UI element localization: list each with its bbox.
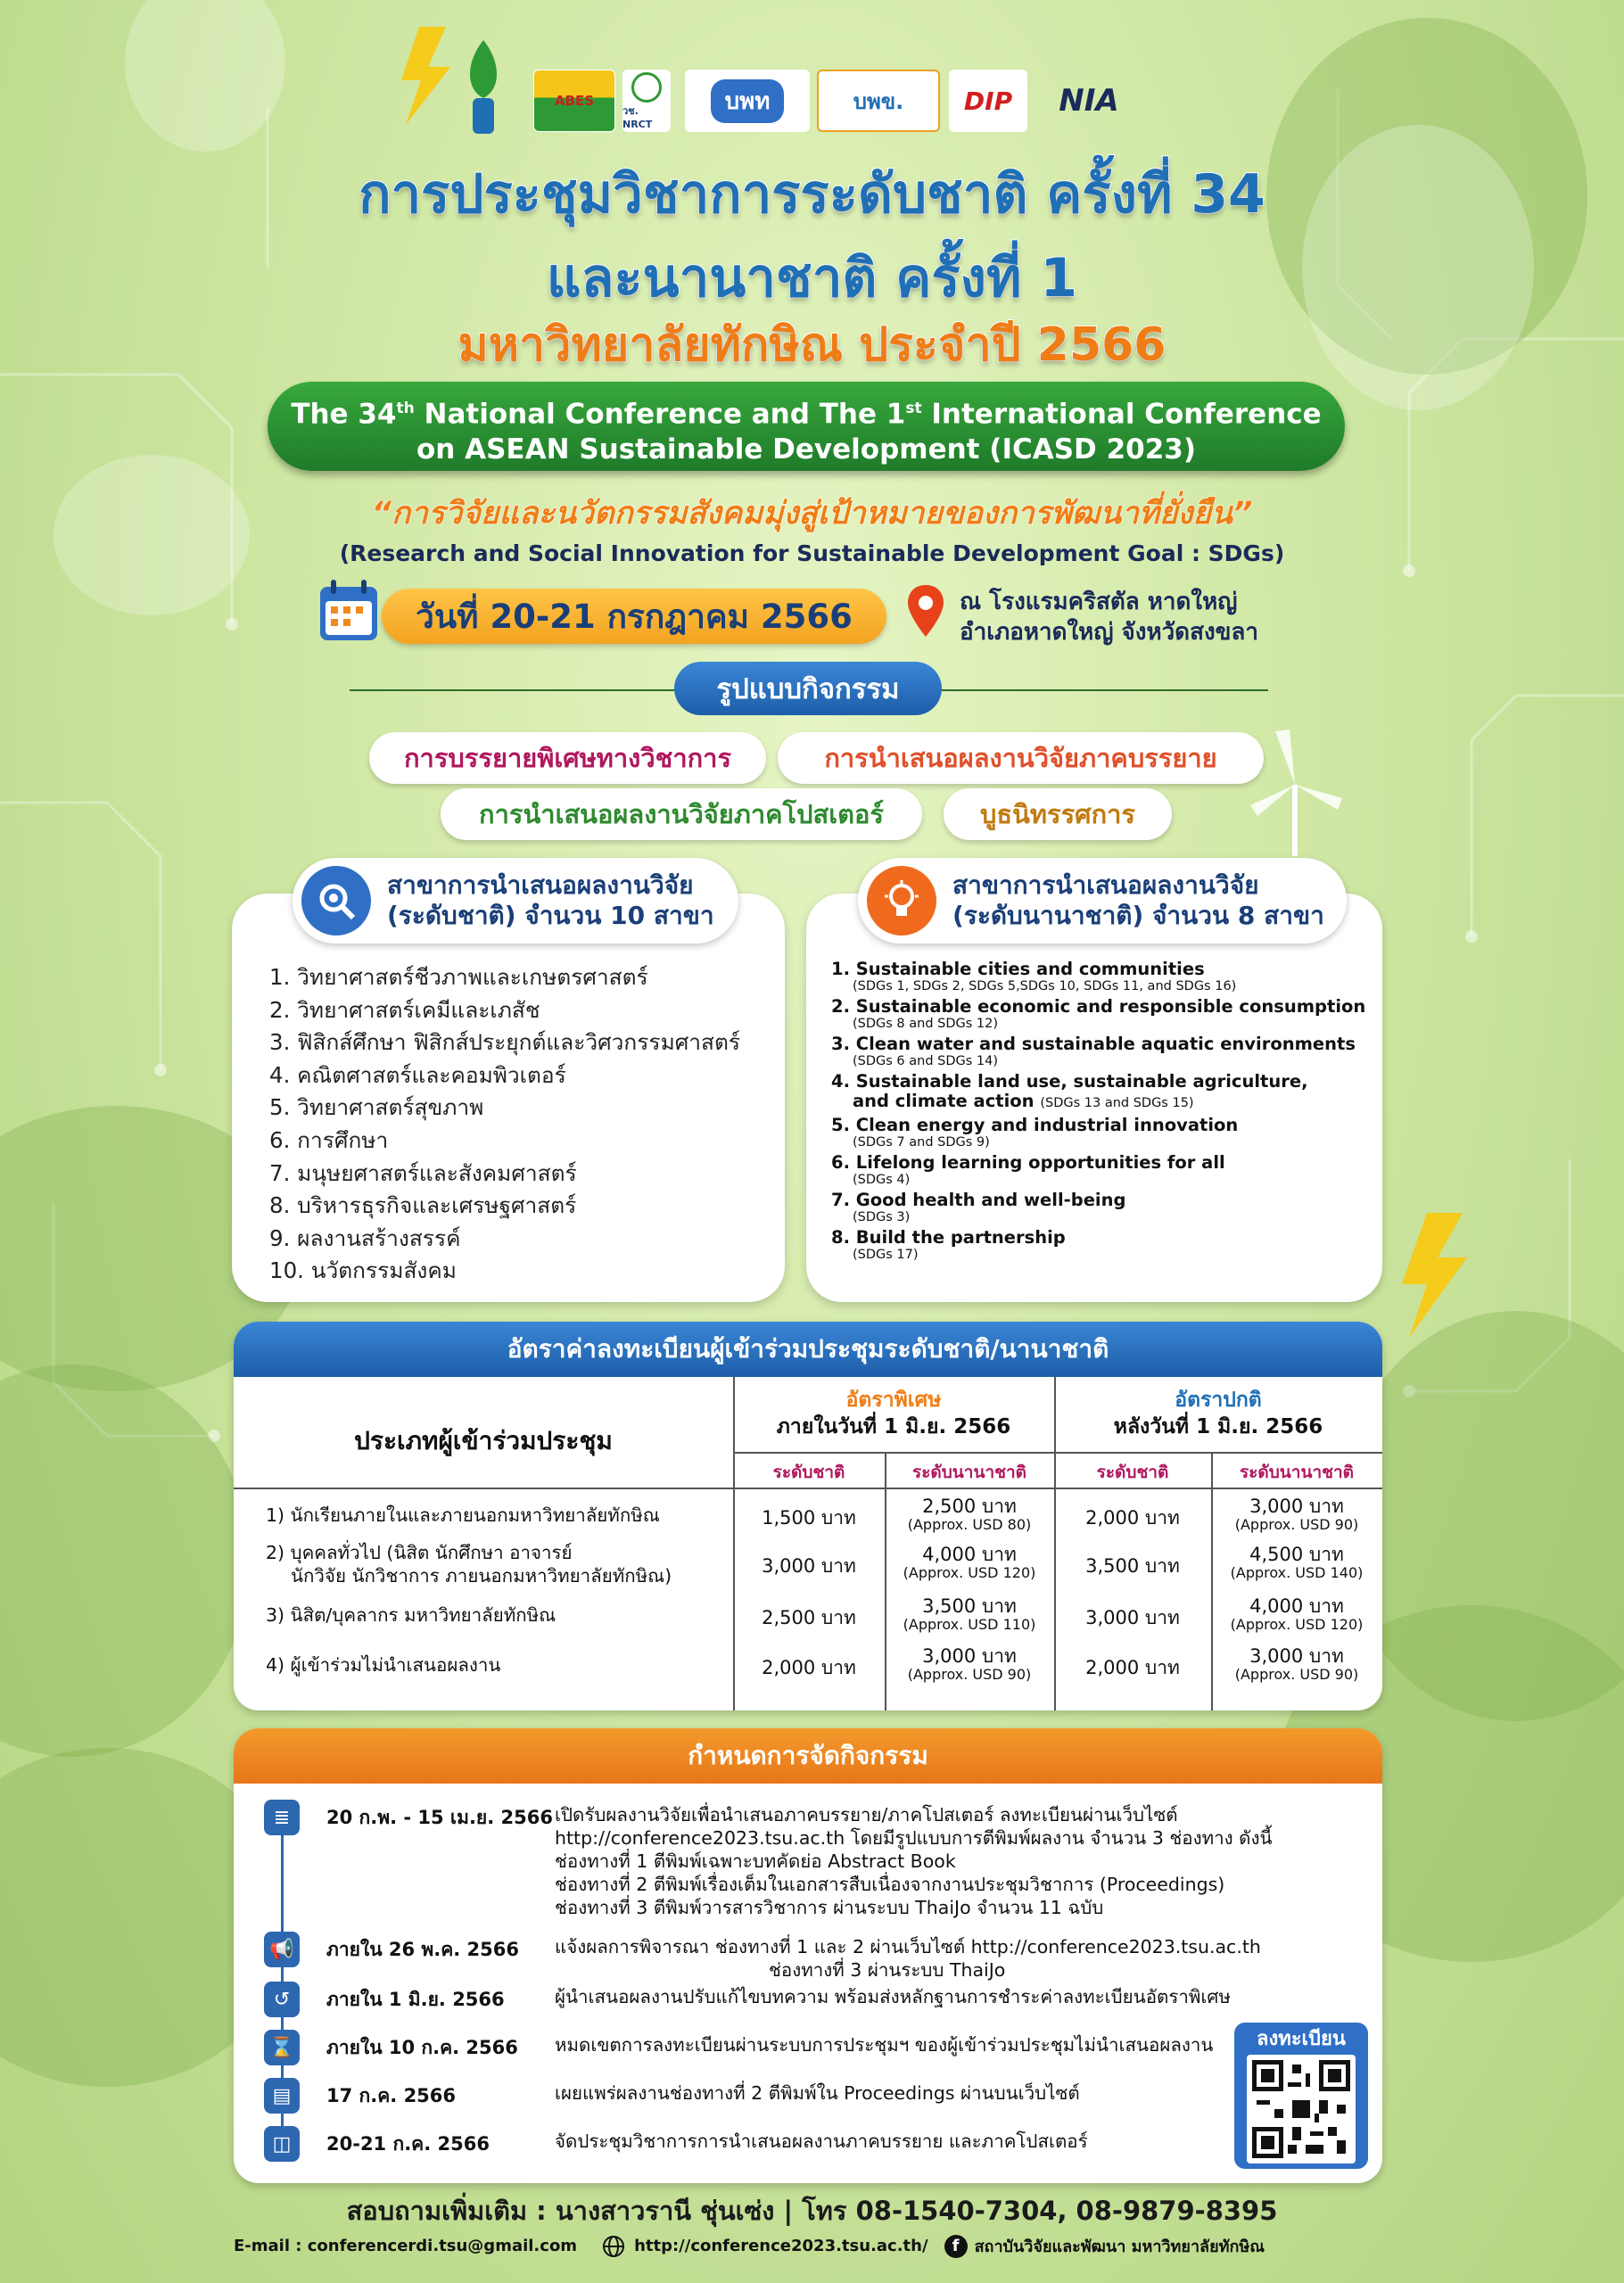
national-track-list xyxy=(269,961,740,1288)
fee-nm-international: 3,000 บาท xyxy=(1249,1645,1344,1667)
list-item: 2. วิทยาศาสตร์เคมีและเภสัช xyxy=(269,996,540,1023)
schedule-date: ภายใน 1 มิ.ย. 2566 xyxy=(326,1989,505,2010)
fee-sp-international-usd: (Approx. USD 120) xyxy=(903,1564,1036,1581)
list-item: 2. Sustainable economic and responsible consumption (SDGs 8 and SDGs 12) xyxy=(831,996,1366,1031)
fee-sp-international: 3,500 บาท xyxy=(922,1595,1017,1617)
facebook-icon: f xyxy=(944,2235,968,2258)
fee-table-heading: อัตราค่าลงทะเบียนผู้เข้าร่วมประชุมระดับชาติ/นานาชาติ xyxy=(234,1322,1382,1377)
schedule-line: ช่องทางที่ 1 ตีพิมพ์เฉพาะบทคัดย่อ Abstract Book xyxy=(555,1850,956,1872)
nm-international-header: ระดับนานาชาติ xyxy=(1239,1463,1355,1482)
special-rate-label: อัตราพิเศษ xyxy=(845,1389,942,1412)
normal-rate-date: หลังวันที่ 1 มิ.ย. 2566 xyxy=(1113,1415,1323,1438)
email-text[interactable]: E-mail : conferencerdi.tsu@gmail.com xyxy=(234,2237,578,2255)
list-item: 7. มนุษยศาสตร์และสังคมศาสตร์ xyxy=(269,1159,577,1186)
facebook-page-name[interactable]: สถาบันวิจัยและพัฒนา มหาวิทยาลัยทักษิณ xyxy=(974,2238,1265,2256)
list-item: 3. ฟิสิกส์ศึกษา ฟิสิกส์ประยุกต์และวิศวกรรมศาสตร์ xyxy=(269,1029,741,1056)
fee-sp-national: 2,500 บาท xyxy=(762,1607,856,1628)
activities-heading: รูปแบบกิจกรรม xyxy=(674,662,942,715)
fee-nm-national: 3,500 บาท xyxy=(1085,1555,1180,1577)
english-title-line-1: The 34th National Conference and The 1st International Conference xyxy=(291,398,1322,431)
schedule-step-icon: ↺ xyxy=(264,1982,300,2017)
fee-nm-international-usd: (Approx. USD 90) xyxy=(1234,1666,1359,1683)
national-tracks-header xyxy=(293,858,738,944)
title-line-2: และนานาชาติ ครั้งที่ 1 xyxy=(546,247,1078,309)
schedule-date: 20-21 ก.ค. 2566 xyxy=(326,2133,490,2155)
logo-dip: DIP xyxy=(949,70,1027,132)
list-item: 9. ผลงานสร้างสรรค์ xyxy=(269,1224,461,1251)
schedule-date: ภายใน 26 พ.ค. 2566 xyxy=(326,1939,519,1960)
list-item: 4. Sustainable land use, sustainable agriculture, and climate action (SDGs 13 and SDGs 15) xyxy=(831,1071,1308,1111)
international-heading-2: (ระดับนานาชาติ) จำนวน 8 สาขา xyxy=(952,901,1324,930)
schedule-step-icon: ▤ xyxy=(264,2078,300,2114)
activity-special-lecture: การบรรยายพิเศษทางวิชาการ xyxy=(369,732,766,784)
schedule-line: http://conference2023.tsu.ac.th โดยมีรูปแบบการตีพิมพ์ผลงาน จำนวน 3 ช่องทาง ดังนี้ xyxy=(555,1827,1273,1849)
logo-abes: ABES xyxy=(533,70,615,132)
english-title-banner xyxy=(268,382,1345,471)
sp-international-header: ระดับนานาชาติ xyxy=(911,1463,1027,1482)
event-date: วันที่ 20-21 กรกฎาคม 2566 xyxy=(382,589,886,644)
schedule-date: 17 ก.ค. 2566 xyxy=(326,2085,457,2106)
sp-national-header: ระดับชาติ xyxy=(772,1463,845,1482)
fee-sp-international-usd: (Approx. USD 80) xyxy=(907,1516,1032,1533)
special-rate-date: ภายในวันที่ 1 มิ.ย. 2566 xyxy=(776,1415,1011,1438)
national-heading-2: (ระดับชาติ) จำนวน 10 สาขา xyxy=(387,901,714,930)
nm-national-header: ระดับชาติ xyxy=(1096,1463,1169,1482)
theme-english: (Research and Social Innovation for Sustainable Development Goal : SDGs) xyxy=(339,540,1285,566)
website-link[interactable]: http://conference2023.tsu.ac.th/ xyxy=(634,2237,928,2255)
fee-nm-national: 2,000 บาท xyxy=(1085,1507,1180,1529)
schedule-date: ภายใน 10 ก.ค. 2566 xyxy=(326,2037,518,2058)
location-pin-icon xyxy=(906,583,945,640)
list-item: 5. วิทยาศาสตร์สุขภาพ xyxy=(269,1094,484,1121)
list-item: 5. Clean energy and industrial innovation (SDGs 7 and SDGs 9) xyxy=(831,1115,1239,1150)
schedule-step-icon: ≣ xyxy=(264,1800,300,1835)
fee-nm-international: 4,500 บาท xyxy=(1249,1544,1344,1565)
schedule-step-icon: ⌛ xyxy=(264,2030,300,2065)
globe-icon xyxy=(602,2235,625,2258)
fee-nm-international-usd: (Approx. USD 140) xyxy=(1230,1564,1364,1581)
venue-line-1: ณ โรงแรมคริสตัล หาดใหญ่ xyxy=(960,589,1238,615)
list-item: 1. วิทยาศาสตร์ชีวภาพและเกษตรศาสตร์ xyxy=(269,964,648,990)
fee-sp-international: 2,500 บาท xyxy=(922,1496,1017,1517)
schedule-description xyxy=(555,1935,1261,1982)
list-item: 10. นวัตกรรมสังคม xyxy=(269,1257,457,1284)
title-line-3: มหาวิทยาลัยทักษิณ ประจำปี 2566 xyxy=(458,318,1166,372)
qr-code xyxy=(1247,2055,1356,2163)
logo-pmu-c: บพข. xyxy=(817,70,940,132)
schedule-line: ผู้นำเสนอผลงานปรับแก้ไขบทความ พร้อมส่งหลักฐานการชำระค่าลงทะเบียนอัตราพิเศษ xyxy=(555,1986,1231,2007)
register-qr-box[interactable] xyxy=(1234,2023,1368,2169)
schedule-date: 20 ก.พ. - 15 เม.ย. 2566 xyxy=(326,1807,553,1828)
fee-nm-national: 3,000 บาท xyxy=(1085,1607,1180,1628)
fee-nm-international-usd: (Approx. USD 120) xyxy=(1230,1616,1364,1633)
fee-row-type: 2) บุคคลทั่วไป (นิสิต นักศึกษา อาจารย์ xyxy=(266,1542,573,1563)
list-item: 8. บริหารธุรกิจและเศรษฐศาสตร์ xyxy=(269,1192,577,1219)
schedule-heading: กำหนดการจัดกิจกรรม xyxy=(234,1728,1382,1784)
theme-thai: “การวิจัยและนวัตกรรมสังคมมุ่งสู่เป้าหมายของการพัฒนาที่ยั่งยืน” xyxy=(371,496,1253,532)
schedule-line: จัดประชุมวิชาการการนำเสนอผลงานภาคบรรยาย และภาคโปสเตอร์ xyxy=(555,2131,1088,2152)
fee-row-type: 3) นิสิต/บุคลากร มหาวิทยาลัยทักษิณ xyxy=(266,1604,556,1626)
venue-line-2: อำเภอหาดใหญ่ จังหวัดสงขลา xyxy=(960,619,1258,646)
fee-sp-international: 3,000 บาท xyxy=(922,1645,1017,1667)
fee-sp-international-usd: (Approx. USD 90) xyxy=(907,1666,1032,1683)
fee-nm-international-usd: (Approx. USD 90) xyxy=(1234,1516,1359,1533)
logo-nia: NIA xyxy=(1059,83,1119,119)
register-label: ลงทะเบียน xyxy=(1257,2028,1346,2050)
schedule-description xyxy=(555,1985,1231,2008)
schedule-line: ช่องทางที่ 3 ผ่านระบบ ThaiJo xyxy=(769,1959,1006,1981)
schedule-description xyxy=(555,1803,1273,1919)
schedule-step-icon: 📢 xyxy=(264,1932,300,1967)
fee-row-type: 4) ผู้เข้าร่วมไม่นำเสนอผลงาน xyxy=(266,1654,501,1676)
registration-fee-table xyxy=(234,1322,1382,1710)
fee-nm-national: 2,000 บาท xyxy=(1085,1657,1180,1678)
calendar-icon xyxy=(317,578,383,644)
international-track-list xyxy=(831,960,1370,1265)
fee-row-type: 1) นักเรียนภายในและภายนอกมหาวิทยาลัยทักษิณ xyxy=(266,1504,660,1526)
tsu-emblem xyxy=(457,36,510,141)
list-item: 1. Sustainable cities and communities (SDGs 1, SDGs 2, SDGs 5,SDGs 10, SDGs 11, and SDGs 16) xyxy=(831,959,1237,993)
activity-exhibition-booth: บูธนิทรรศการ xyxy=(944,788,1172,840)
title-line-1: การประชุมวิชาการระดับชาติ ครั้งที่ 34 xyxy=(359,163,1265,226)
fee-sp-international: 4,000 บาท xyxy=(922,1544,1017,1565)
logo-pmu-a: บพท xyxy=(685,70,810,132)
fee-sp-national: 1,500 บาท xyxy=(762,1507,856,1529)
contact-line: สอบถามเพิ่มเติม : นางสาวรานี ชุ่นเซ่ง | โทร 08-1540-7304, 08-9879-8395 xyxy=(346,2196,1278,2226)
list-item: 4. คณิตศาสตร์และคอมพิวเตอร์ xyxy=(269,1061,566,1088)
schedule-line: เผยแพร่ผลงานช่องทางที่ 2 ตีพิมพ์ใน Proceedings ผ่านบนเว็บไซต์ xyxy=(555,2082,1080,2104)
schedule-panel xyxy=(234,1728,1382,2183)
list-item: 6. Lifelong learning opportunities for all (SDGs 4) xyxy=(831,1152,1225,1187)
list-item: 8. Build the partnership (SDGs 17) xyxy=(831,1227,1066,1262)
schedule-description xyxy=(555,2130,1088,2153)
international-tracks-header xyxy=(858,858,1347,944)
schedule-line: หมดเขตการลงทะเบียนผ่านระบบการประชุมฯ ของผู้เข้าร่วมประชุมไม่นำเสนอผลงาน xyxy=(555,2034,1214,2056)
fee-sp-national: 2,000 บาท xyxy=(762,1657,856,1678)
activity-poster-presentation: การนำเสนอผลงานวิจัยภาคโปสเตอร์ xyxy=(441,788,922,840)
fee-nm-international: 3,000 บาท xyxy=(1249,1496,1344,1517)
schedule-line: เปิดรับผลงานวิจัยเพื่อนำเสนอภาคบรรยาย/ภาคโปสเตอร์ ลงทะเบียนผ่านเว็บไซต์ xyxy=(555,1804,1178,1826)
national-heading-1: สาขาการนำเสนอผลงานวิจัย xyxy=(387,870,694,900)
logo-nrct: วช. NRCT xyxy=(622,70,671,132)
english-title-line-2: on ASEAN Sustainable Development (ICASD 2023) xyxy=(416,433,1197,466)
list-item: 7. Good health and well-being (SDGs 3) xyxy=(831,1190,1126,1224)
list-item: 3. Clean water and sustainable aquatic environments (SDGs 6 and SDGs 14) xyxy=(831,1034,1356,1068)
schedule-line: ช่องทางที่ 3 ตีพิมพ์วารสารวิชาการ ผ่านระบบ ThaiJo จำนวน 11 ฉบับ xyxy=(555,1897,1104,1918)
gear-search-icon xyxy=(301,866,371,935)
activity-oral-presentation: การนำเสนอผลงานวิจัยภาคบรรยาย xyxy=(778,732,1264,784)
fee-nm-international: 4,000 บาท xyxy=(1249,1595,1344,1617)
schedule-description xyxy=(555,2033,1213,2056)
lightbulb-icon xyxy=(867,866,936,935)
schedule-line: แจ้งผลการพิจารณา ช่องทางที่ 1 และ 2 ผ่านเว็บไซต์ http://conference2023.tsu.ac.th xyxy=(555,1936,1261,1957)
footer-contacts xyxy=(234,2233,1393,2259)
schedule-step-icon: ◫ xyxy=(264,2126,300,2162)
fee-sp-national: 3,000 บาท xyxy=(762,1555,856,1577)
schedule-line: ช่องทางที่ 2 ตีพิมพ์เรื่องเต็มในเอกสารสืบเนื่องจากงานประชุมวิชาการ (Proceedings) xyxy=(555,1874,1225,1895)
fee-sp-international-usd: (Approx. USD 110) xyxy=(903,1616,1036,1633)
list-item: 6. การศึกษา xyxy=(269,1126,389,1153)
normal-rate-label: อัตราปกติ xyxy=(1175,1389,1262,1412)
fee-row-type-line2: นักวิจัย นักวิชาการ ภายนอกมหาวิทยาลัยทักษิณ) xyxy=(291,1565,672,1587)
participant-type-header: ประเภทผู้เข้าร่วมประชุม xyxy=(354,1426,613,1455)
schedule-description xyxy=(555,2081,1080,2105)
international-heading-1: สาขาการนำเสนอผลงานวิจัย xyxy=(952,870,1259,900)
